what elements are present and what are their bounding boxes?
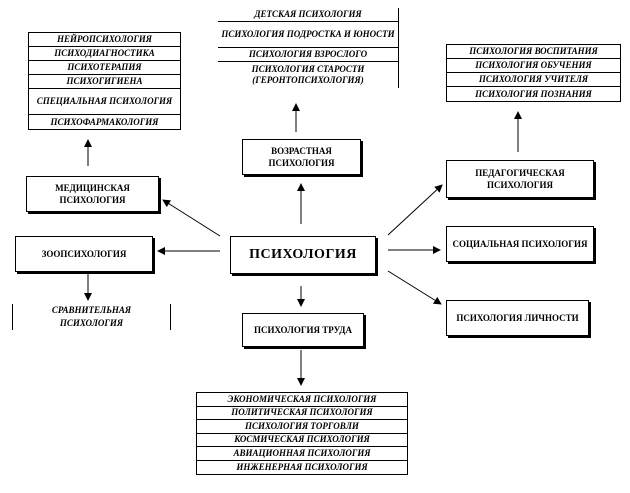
arrow-center-to-medical: [163, 200, 220, 236]
list-item: ПСИХОЛОГИЯ ПОЗНАНИЯ: [475, 88, 592, 99]
list-item: ПСИХОЛОГИЯ ВОСПИТАНИЯ: [447, 45, 620, 59]
list-item: НЕЙРОПСИХОЛОГИЯ: [29, 33, 180, 47]
arrow-center-to-personality: [388, 271, 441, 304]
list-item: ПСИХОЛОГИЯ ОБУЧЕНИЯ: [447, 59, 620, 73]
list-item: ПСИХОЛОГИЯ УЧИТЕЛЯ: [447, 73, 620, 87]
age-subfields-list: [218, 8, 399, 88]
branch-zoo-label: ЗООПСИХОЛОГИЯ: [41, 249, 127, 259]
list-item: ПОЛИТИЧЕСКАЯ ПСИХОЛОГИЯ: [197, 407, 407, 421]
branch-social: [446, 226, 594, 262]
list-item: КОСМИЧЕСКАЯ ПСИХОЛОГИЯ: [197, 434, 407, 448]
branch-personality: [446, 300, 589, 336]
medical-subfields-list: [28, 32, 181, 130]
branch-medical: [26, 176, 159, 212]
list-item: ПСИХОЛОГИЯ ТОРГОВЛИ: [197, 420, 407, 434]
branch-medical-label: МЕДИЦИНСКАЯ ПСИХОЛОГИЯ: [55, 183, 130, 205]
branch-age: [242, 139, 361, 175]
pedagogical-subfields-list: [446, 44, 621, 102]
list-item-text: СРАВНИТЕЛЬНАЯ ПСИХОЛОГИЯ: [51, 305, 132, 328]
branch-work-label: ПСИХОЛОГИЯ ТРУДА: [254, 325, 352, 335]
list-item: ПСИХОЛОГИЯ ВЗРОСЛОГО: [218, 48, 398, 62]
branch-pedagogical-label: ПЕДАГОГИЧЕСКАЯ ПСИХОЛОГИЯ: [475, 168, 565, 190]
list-item: [13, 304, 170, 330]
zoo-subfields-list: [12, 304, 171, 330]
list-item: ПСИХОГИГИЕНА: [29, 75, 180, 89]
branch-pedagogical: [446, 160, 594, 198]
branch-work: [242, 313, 364, 347]
branch-zoo: [15, 236, 153, 272]
branch-age-label: ВОЗРАСТНАЯ ПСИХОЛОГИЯ: [268, 146, 335, 168]
list-item: ИНЖЕНЕРНАЯ ПСИХОЛОГИЯ: [236, 461, 368, 472]
work-subfields-list: [196, 392, 408, 475]
list-item: ПСИХОЛОГИЯ СТАРОСТИ (ГЕРОНТОПСИХОЛОГИЯ): [251, 64, 365, 85]
center-label: ПСИХОЛОГИЯ: [249, 247, 357, 262]
list-item: ПСИХОДИАГНОСТИКА: [29, 47, 180, 61]
list-item: ЭКОНОМИЧЕСКАЯ ПСИХОЛОГИЯ: [197, 393, 407, 407]
list-item: ДЕТСКАЯ ПСИХОЛОГИЯ: [218, 8, 398, 22]
list-item: ПСИХОЛОГИЯ ПОДРОСТКА И ЮНОСТИ: [218, 22, 398, 48]
list-item: ПСИХОТЕРАПИЯ: [29, 61, 180, 75]
branch-social-label: СОЦИАЛЬНАЯ ПСИХОЛОГИЯ: [452, 239, 588, 249]
arrow-center-to-pedagogical: [388, 185, 442, 235]
list-item: АВИАЦИОННАЯ ПСИХОЛОГИЯ: [197, 447, 407, 461]
list-item: СПЕЦИАЛЬНАЯ ПСИХОЛОГИЯ: [29, 89, 180, 115]
center-node: [230, 236, 376, 274]
list-item: ПСИХОФАРМАКОЛОГИЯ: [50, 116, 159, 127]
branch-personality-label: ПСИХОЛОГИЯ ЛИЧНОСТИ: [456, 313, 579, 323]
